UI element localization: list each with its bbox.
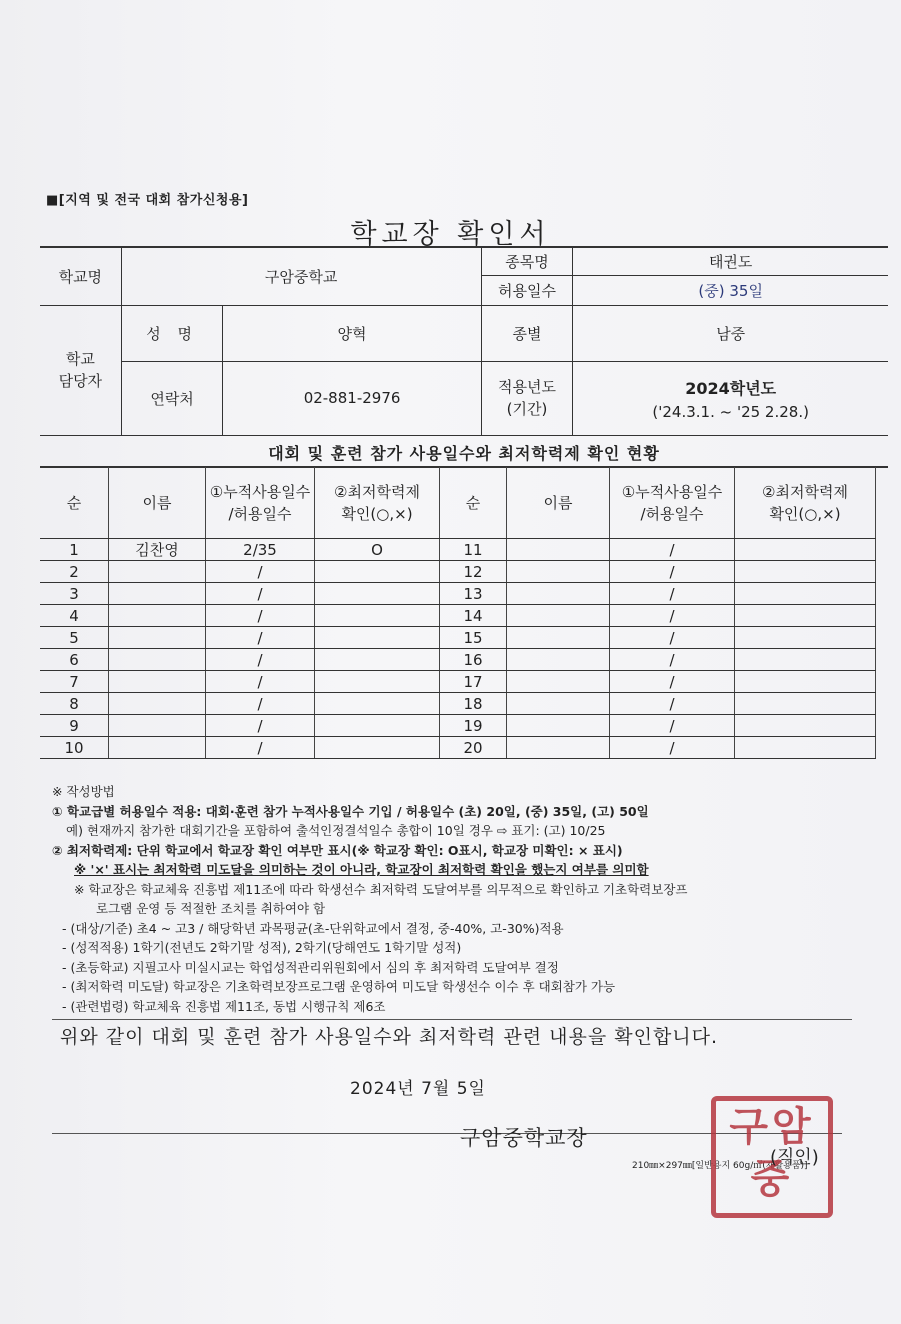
notes-heading: ※ 작성방법 bbox=[52, 784, 115, 799]
paper-spec: 210㎜×297㎜[일반용지 60g/㎡(재활용품)] bbox=[632, 1161, 808, 1171]
cell-name bbox=[109, 671, 206, 693]
stamp-label: (직인) bbox=[770, 1147, 819, 1168]
cell-no: 11 bbox=[440, 539, 507, 561]
cell-no: 19 bbox=[440, 715, 507, 737]
cell-no: 1 bbox=[40, 539, 109, 561]
cell-check bbox=[735, 671, 876, 693]
cell-name bbox=[507, 627, 610, 649]
cell-days: / bbox=[206, 561, 315, 583]
cell-name bbox=[507, 715, 610, 737]
form-tag: ■[지역 및 전국 대회 참가신청용] bbox=[46, 193, 249, 208]
seal-text: 구암중 bbox=[729, 1104, 815, 1202]
detail-3: - (초등학교) 지필고사 미실시교는 학업성적관리위원회에서 심의 후 최저학력 도달여부 결정 bbox=[62, 959, 559, 975]
table-row bbox=[40, 737, 876, 759]
cell-days: / bbox=[206, 583, 315, 605]
col-no: 순 bbox=[40, 468, 109, 539]
cell-no: 13 bbox=[440, 583, 507, 605]
cell-check bbox=[315, 583, 440, 605]
table-row bbox=[40, 649, 876, 671]
cell-check bbox=[735, 737, 876, 759]
cell-check bbox=[735, 561, 876, 583]
cell-check bbox=[735, 649, 876, 671]
cell-no: 2 bbox=[40, 561, 109, 583]
cell-no: 20 bbox=[440, 737, 507, 759]
cell-days: / bbox=[610, 539, 735, 561]
school-value: 구암중학교 bbox=[121, 247, 481, 305]
cell-no: 16 bbox=[440, 649, 507, 671]
cell-days: / bbox=[610, 605, 735, 627]
contact-value: 02-881-2976 bbox=[223, 361, 481, 435]
cell-check bbox=[315, 737, 440, 759]
allowed-label: 허용일수 bbox=[481, 275, 573, 305]
col-days: ①누적사용일수 /허용일수 bbox=[206, 468, 315, 539]
table-row bbox=[40, 627, 876, 649]
divider bbox=[52, 1019, 852, 1020]
participation-table bbox=[40, 467, 876, 759]
cell-check bbox=[315, 671, 440, 693]
cell-days: / bbox=[206, 693, 315, 715]
cell-name bbox=[507, 583, 610, 605]
cell-check: O bbox=[315, 539, 440, 561]
cell-check bbox=[735, 583, 876, 605]
category-label: 종별 bbox=[481, 305, 573, 361]
manager-label: 학교 담당자 bbox=[40, 305, 121, 435]
cell-days: / bbox=[610, 627, 735, 649]
detail-4: - (최저학력 미도달) 학교장은 기초학력보장프로그램 운영하여 미도달 학생선수 이수 후 대회참가 가능 bbox=[62, 979, 616, 994]
detail-1: - (대상/기준) 초4 ~ 고3 / 해당학년 과목평균(초-단위학교에서 결정, 중-40%, 고-30%)적용 bbox=[62, 920, 564, 936]
issue-date: 2024년 7월 5일 bbox=[350, 1079, 486, 1099]
note-1b: 예) 현재까지 참가한 대회기간을 포함하여 출석인정결석일수 총합이 10일 경우 ⇨ 표기: (고) 10/25 bbox=[66, 823, 606, 838]
year-value: 2024학년도 bbox=[685, 378, 777, 398]
page-title: 학교장 확인서 bbox=[350, 219, 551, 250]
col-check: ②최저학력제 확인(○,×) bbox=[315, 468, 440, 539]
year-label: 적용년도 (기간) bbox=[481, 361, 573, 435]
cell-check bbox=[735, 539, 876, 561]
sport-label: 종목명 bbox=[481, 247, 573, 275]
cell-no: 5 bbox=[40, 627, 109, 649]
cell-no: 7 bbox=[40, 671, 109, 693]
cell-no: 10 bbox=[40, 737, 109, 759]
cell-no: 6 bbox=[40, 649, 109, 671]
sport-value: 태권도 bbox=[573, 247, 888, 275]
cell-no: 17 bbox=[440, 671, 507, 693]
cell-days: / bbox=[206, 715, 315, 737]
cell-days: / bbox=[206, 627, 315, 649]
cell-no: 3 bbox=[40, 583, 109, 605]
name-value: 양혁 bbox=[223, 305, 481, 361]
cell-check bbox=[315, 561, 440, 583]
table-row bbox=[40, 605, 876, 627]
name-label: 성 명 bbox=[121, 305, 223, 361]
table-row bbox=[40, 671, 876, 693]
detail-2: - (성적적용) 1학기(전년도 2학기말 성적), 2학기(당해연도 1학기말 성적) bbox=[62, 940, 462, 955]
cell-name bbox=[109, 561, 206, 583]
principal-name: 구암중학교장 bbox=[460, 1126, 588, 1150]
note-1: ① 학교급별 허용일수 적용: 대회·훈련 참가 누적사용일수 기입 / 허용일수 (초) 20일, (중) 35일, (고) 50일 bbox=[52, 803, 649, 819]
cell-days: / bbox=[206, 737, 315, 759]
cell-no: 12 bbox=[440, 561, 507, 583]
table-row bbox=[40, 539, 876, 561]
cell-name bbox=[109, 627, 206, 649]
cell-name bbox=[109, 715, 206, 737]
cell-days: / bbox=[610, 671, 735, 693]
cell-name bbox=[109, 693, 206, 715]
cell-check bbox=[735, 693, 876, 715]
cell-name bbox=[109, 737, 206, 759]
school-label: 학교명 bbox=[40, 247, 121, 305]
cell-name bbox=[507, 561, 610, 583]
note-2: ② 최저학력제: 단위 학교에서 학교장 확인 여부만 표시(※ 학교장 확인: O표시, 학교장 미확인: × 표시) bbox=[52, 842, 623, 858]
notes bbox=[52, 782, 852, 1016]
cell-name bbox=[109, 605, 206, 627]
note-2a: ※ '×' 표시는 최저학력 미도달을 의미하는 것이 아니라, 학교장이 최저학력 확인을 했는지 여부를 의미함 bbox=[74, 862, 649, 877]
cell-name bbox=[507, 605, 610, 627]
allowed-value: (중) 35일 bbox=[573, 275, 888, 305]
cell-check bbox=[315, 627, 440, 649]
table-row bbox=[40, 693, 876, 715]
cell-name bbox=[507, 539, 610, 561]
cell-days: / bbox=[610, 561, 735, 583]
cell-name bbox=[507, 737, 610, 759]
col-no: 순 bbox=[440, 468, 507, 539]
cell-check bbox=[315, 605, 440, 627]
cell-no: 9 bbox=[40, 715, 109, 737]
cell-days: / bbox=[610, 737, 735, 759]
confirm-statement: 위와 같이 대회 및 훈련 참가 사용일수와 최저학력 관련 내용을 확인합니다. bbox=[60, 1026, 719, 1048]
cell-check bbox=[315, 693, 440, 715]
cell-no: 15 bbox=[440, 627, 507, 649]
info-table bbox=[40, 246, 888, 436]
cell-days: / bbox=[610, 649, 735, 671]
cell-check bbox=[735, 715, 876, 737]
col-name: 이름 bbox=[109, 468, 206, 539]
table-row bbox=[40, 715, 876, 737]
cell-check bbox=[315, 715, 440, 737]
cell-check bbox=[735, 605, 876, 627]
cell-name bbox=[507, 649, 610, 671]
note-2b: ※ 학교장은 학교체육 진흥법 제11조에 따라 학생선수 최저학력 도달여부를 의무적으로 확인하고 기초학력보장프 bbox=[74, 881, 688, 897]
cell-days: / bbox=[206, 605, 315, 627]
detail-5: - (관련법령) 학교체육 진흥법 제11조, 동법 시행규칙 제6조 bbox=[62, 998, 386, 1014]
section-title: 대회 및 훈련 참가 사용일수와 최저학력제 확인 현황 bbox=[40, 441, 888, 468]
cell-days: / bbox=[610, 693, 735, 715]
cell-no: 4 bbox=[40, 605, 109, 627]
cell-days: / bbox=[206, 671, 315, 693]
cell-days: 2/35 bbox=[206, 539, 315, 561]
year-cell bbox=[573, 361, 888, 435]
cell-no: 8 bbox=[40, 693, 109, 715]
table-row bbox=[40, 583, 876, 605]
cell-name bbox=[507, 671, 610, 693]
col-name: 이름 bbox=[507, 468, 610, 539]
table-row bbox=[40, 561, 876, 583]
cell-name: 김찬영 bbox=[109, 539, 206, 561]
cell-name bbox=[109, 583, 206, 605]
note-2c: 로그램 운영 등 적절한 조치를 취하여야 함 bbox=[96, 901, 326, 916]
col-check: ②최저학력제 확인(○,×) bbox=[735, 468, 876, 539]
cell-days: / bbox=[206, 649, 315, 671]
cell-days: / bbox=[610, 715, 735, 737]
cell-check bbox=[315, 649, 440, 671]
year-period: ('24.3.1. ~ '25 2.28.) bbox=[652, 402, 809, 421]
contact-label: 연락처 bbox=[121, 361, 223, 435]
cell-check bbox=[735, 627, 876, 649]
cell-no: 14 bbox=[440, 605, 507, 627]
cell-name bbox=[507, 693, 610, 715]
cell-name bbox=[109, 649, 206, 671]
cell-days: / bbox=[610, 583, 735, 605]
col-days: ①누적사용일수 /허용일수 bbox=[610, 468, 735, 539]
cell-no: 18 bbox=[440, 693, 507, 715]
category-value: 남중 bbox=[573, 305, 888, 361]
